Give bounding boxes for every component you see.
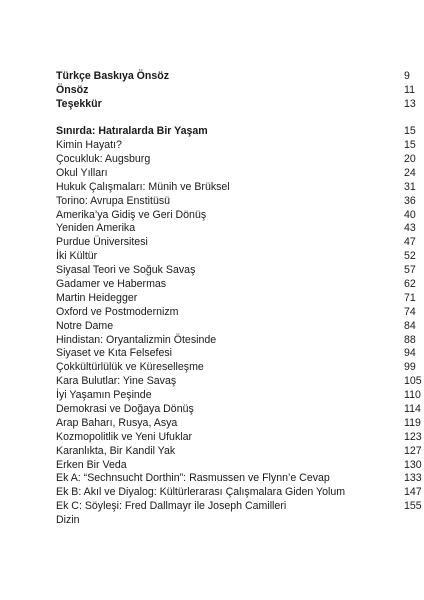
toc-entry — [0, 278, 424, 292]
toc-entry-page-number: 9 — [404, 70, 410, 82]
toc-entry — [0, 98, 424, 112]
table-of-contents — [0, 70, 424, 528]
toc-entry — [0, 139, 424, 153]
toc-entry-page-number: 110 — [404, 389, 421, 402]
toc-entry-page-number: 94 — [404, 347, 416, 360]
toc-entry-title: İki Kültür — [56, 250, 98, 263]
toc-entry-title: Demokrasi ve Doğaya Dönüş — [56, 402, 194, 415]
toc-entry-page-number: 11 — [404, 83, 415, 96]
toc-entry — [0, 445, 424, 459]
toc-entry-page-number: 130 — [404, 458, 422, 471]
toc-entry-title: Kara Bulutlar: Yine Savaş — [56, 375, 177, 388]
toc-entry-title: Ek B: Akıl ve Diyalog: Kültürlerarası Çalışmalara Giden Yolum — [56, 486, 346, 499]
toc-entry-page-number: 114 — [404, 402, 421, 415]
toc-entry — [0, 222, 424, 236]
toc-entry-page-number: 52 — [404, 250, 416, 263]
toc-entry-title: Çocukluk: Augsburg — [56, 152, 151, 165]
toc-entry — [0, 292, 424, 306]
toc-entry-title: Ek C: Söyleşi: Fred Dallmayr ile Joseph Camilleri — [56, 500, 287, 513]
toc-entry-page-number: 15 — [404, 125, 416, 138]
toc-entry-title: Notre Dame — [56, 319, 114, 332]
toc-entry-page-number: 74 — [404, 305, 416, 318]
toc-entry-page-number: 47 — [404, 236, 416, 249]
toc-entry — [0, 181, 424, 195]
toc-entry-title: Hukuk Çalışmaları: Münih ve Brüksel — [56, 180, 230, 193]
toc-entry-page-number: 88 — [404, 333, 416, 346]
toc-entry-title: Okul Yılları — [56, 166, 108, 179]
toc-entry — [0, 486, 424, 500]
toc-entry — [0, 459, 424, 473]
toc-entry — [0, 389, 424, 403]
toc-entry — [0, 320, 424, 334]
toc-entry-title: Martin Heidegger — [56, 291, 138, 304]
front-matter-list — [0, 70, 424, 112]
toc-entry-title: Purdue Üniversitesi — [56, 236, 148, 249]
toc-entry — [0, 209, 424, 223]
toc-entry-page-number: 99 — [404, 361, 416, 374]
toc-entry-title: Sınırda: Hatıralarda Bir Yaşam — [56, 125, 208, 138]
toc-entry-title: Kozmopolitlik ve Yeni Ufuklar — [56, 430, 193, 443]
toc-entry — [0, 264, 424, 278]
toc-entry — [0, 431, 424, 445]
toc-entry — [0, 236, 424, 250]
toc-entry-page-number: 155 — [404, 500, 422, 513]
toc-entry-title: Ek A: “Sechnsucht Dorthin”: Rasmussen ve Flynn’e Cevap — [56, 472, 330, 485]
toc-entry-page-number: 13 — [404, 97, 416, 110]
toc-entry — [0, 306, 424, 320]
toc-entry-page-number: 133 — [404, 472, 422, 485]
toc-entry-page-number: 24 — [404, 166, 416, 179]
toc-entry-title: Siyaset ve Kıta Felsefesi — [56, 347, 172, 360]
toc-entry — [0, 250, 424, 264]
toc-entry-page-number: 15 — [404, 139, 416, 152]
toc-entry — [0, 375, 424, 389]
toc-entry — [0, 153, 424, 167]
toc-entry-title: Gadamer ve Habermas — [56, 277, 167, 290]
toc-entry-page-number: 84 — [404, 319, 416, 332]
toc-entry-page-number: 127 — [404, 444, 422, 457]
toc-entry — [0, 347, 424, 361]
toc-entry — [0, 84, 424, 98]
toc-entry-title: Kimin Hayatı? — [56, 139, 122, 152]
toc-entry-page-number: 57 — [404, 264, 416, 277]
toc-entry — [0, 125, 424, 139]
toc-entry-title: Önsöz — [56, 83, 89, 96]
toc-entry — [0, 334, 424, 348]
toc-entry — [0, 403, 424, 417]
toc-entry — [0, 70, 424, 84]
toc-entry-title: Amerika’ya Gidiş ve Geri Dönüş — [56, 208, 207, 221]
toc-entry-title: Siyasal Teori ve Soğuk Savaş — [56, 264, 196, 277]
toc-entry — [0, 417, 424, 431]
toc-entry-title: Karanlıkta, Bir Kandil Yak — [56, 444, 176, 457]
toc-entry-page-number: 123 — [404, 430, 422, 443]
toc-entry-page-number: 20 — [404, 152, 416, 165]
toc-entry-title: Teşekkür — [56, 97, 102, 110]
toc-entry-page-number: 62 — [404, 277, 416, 290]
toc-entry-title: Torino: Avrupa Enstitüsü — [56, 194, 171, 207]
toc-entry — [0, 500, 424, 514]
toc-entry — [0, 361, 424, 375]
toc-entry — [0, 167, 424, 181]
toc-entry-page-number: 105 — [404, 375, 422, 388]
chapter-list — [0, 125, 424, 528]
toc-entry-page-number: 147 — [404, 486, 422, 499]
toc-entry-title: Erken Bir Veda — [56, 458, 127, 471]
toc-entry-title: İyi Yaşamın Peşinde — [56, 389, 152, 402]
toc-entry-title: Oxford ve Postmodernizm — [56, 305, 179, 318]
toc-entry-title: Türkçe Baskıya Önsöz — [56, 70, 170, 82]
toc-entry-title: Çokkültürlülük ve Küreselleşme — [56, 361, 204, 374]
toc-entry-title: Yeniden Amerika — [56, 222, 136, 235]
toc-entry-page-number: 31 — [404, 180, 416, 193]
toc-entry-title: Dizin — [56, 514, 80, 527]
toc-entry-title: Arap Baharı, Rusya, Asya — [56, 416, 178, 429]
toc-entry-page-number: 43 — [404, 222, 416, 235]
toc-entry-page-number: 119 — [404, 416, 421, 429]
toc-entry — [0, 514, 424, 528]
toc-entry — [0, 472, 424, 486]
toc-entry-title: Hindistan: Oryantalizmin Ötesinde — [56, 333, 217, 346]
toc-entry-page-number: 36 — [404, 194, 416, 207]
toc-entry-page-number: 40 — [404, 208, 416, 221]
toc-entry — [0, 195, 424, 209]
toc-entry-page-number: 71 — [404, 291, 416, 304]
